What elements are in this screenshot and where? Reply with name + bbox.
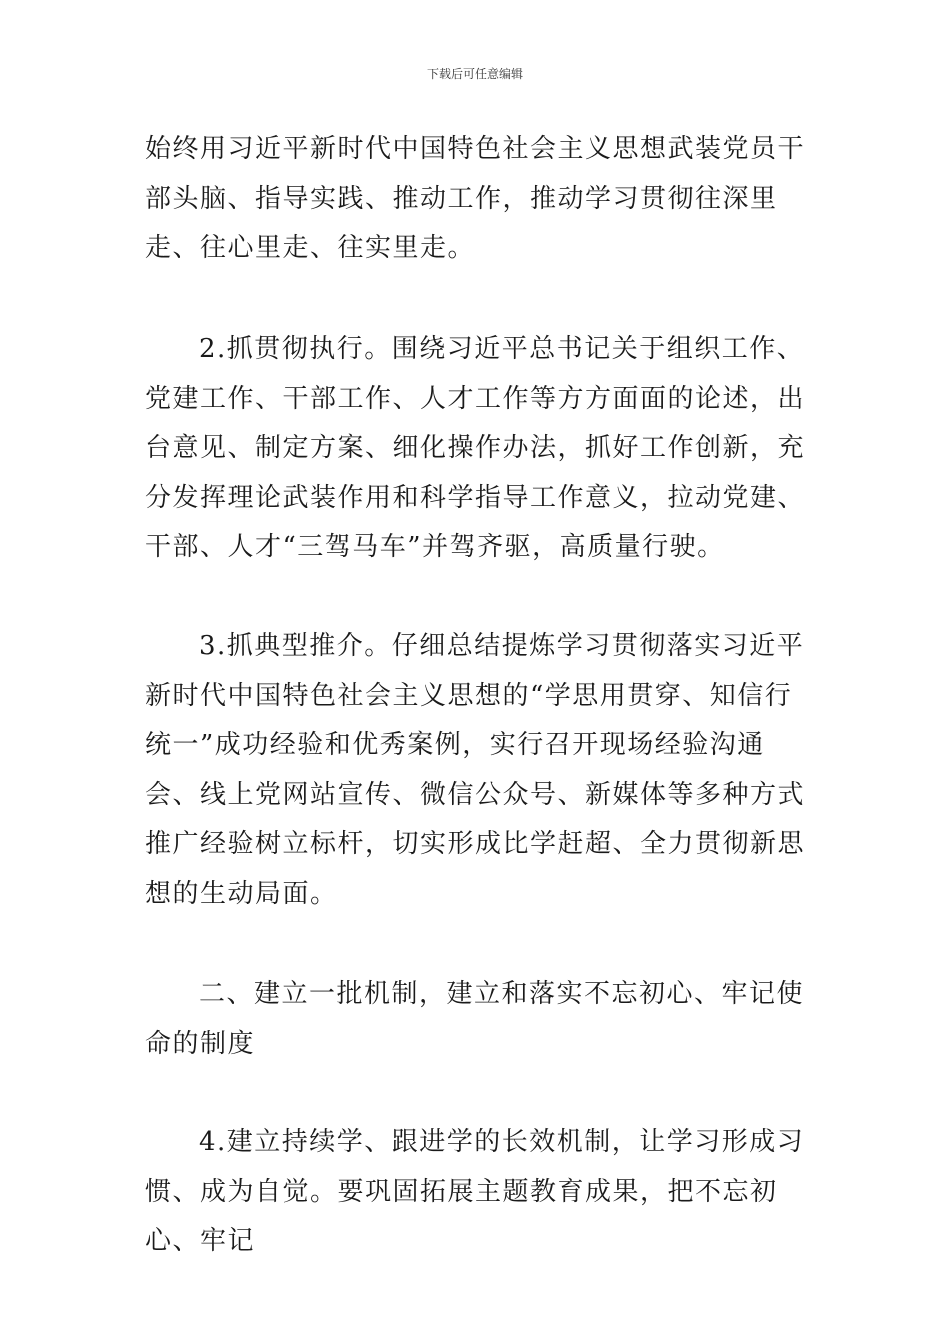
section-heading-2: 二、建立一批机制，建立和落实不忘初心、牢记使命的制度 bbox=[145, 979, 805, 1059]
paragraph-item-4: 4.建立持续学、跟进学的长效机制，让学习形成习惯、成为自觉。要巩固拓展主题教育成果，把不忘初心、牢记 bbox=[145, 1127, 805, 1256]
paragraph-continuation: 始终用习近平新时代中国特色社会主义思想武装党员干部头脑、指导实践、推动工作，推动学习贯彻往深里走、往心里走、往实里走。 bbox=[145, 134, 806, 263]
paragraph-item-3: 3.抓典型推介。仔细总结提炼学习贯彻落实习近平新时代中国特色社会主义思想的“学思用贯穿、知信行统一”成功经验和优秀案例，实行召开现场经验沟通会、线上党网站宣传、微信公众号、新媒体等多种方式推广经验树立标杆，切实形成比学赶超、全力贯彻新思想的生动局面。 bbox=[145, 631, 806, 909]
paragraph-item-2: 2.抓贯彻执行。围绕习近平总书记关于组织工作、党建工作、干部工作、人才工作等方方面面的论述，出台意见、制定方案、细化操作办法，抓好工作创新，充分发挥理论武装作用和科学指导工作意义，拉动党建、干部、人才“三驾马车”并驾齐驱，高质量行驶。 bbox=[145, 334, 806, 562]
page-header-note: 下载后可任意编辑 bbox=[426, 67, 523, 81]
